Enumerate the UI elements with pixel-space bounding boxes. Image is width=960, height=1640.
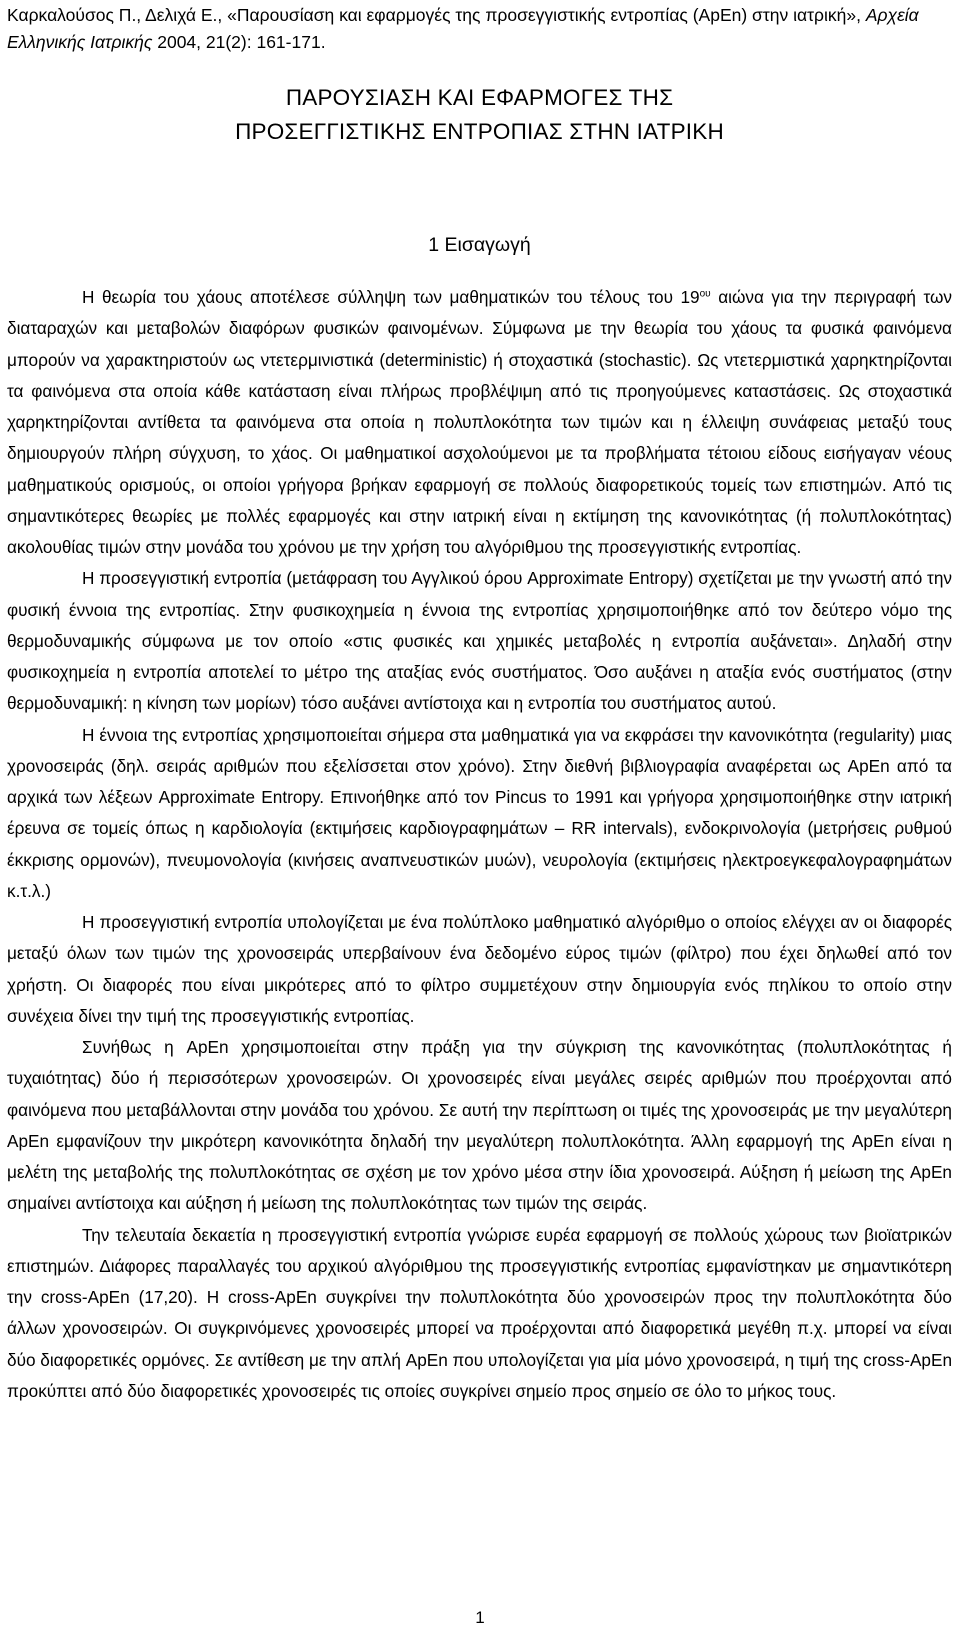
paragraph-1 bbox=[7, 282, 952, 563]
citation bbox=[7, 2, 952, 56]
paragraph-4: Η προσεγγιστική εντροπία υπολογίζεται με ένα πολύπλοκο μαθηματικό αλγόριθμο ο οποίος ελέγχει αν οι διαφορές μεταξύ όλων των τιμών της χρονοσειράς υπερβαίνουν ένα δεδομένο εύρος τιμών (φίλτρο) που έχει δηλωθεί από τον χρήστη. Οι διαφορές που είναι μικρότερες από το φίλτρο συμμετέχουν στην δημιουργία ενός πηλίκου το οποίο στην συνέχεια δίνει την τιμή της προσεγγιστικής εντροπίας. bbox=[7, 912, 952, 1026]
paragraph-1-rest: αιώνα για την περιγραφή των διαταραχών και μεταβολών διαφόρων φυσικών φαινομένων. Σύμφωνα με την θεωρία του χάους τα φυσικά φαινόμενα μπορούν να χαρακτηριστούν ως ντετερμινιστικά (deterministic) ή στοχαστικά (stochastic). Ως ντετερμιστικά χαρηκτηρίζονται τα φαινόμενα στα οποία κάθε κατάσταση είναι πλήρως προβλέψιμη από τις προηγούμενες καταστάσεις. Ως στοχαστικά χαρηκτηρίζονται αντίθετα τα φαινόμενα στα οποία η πολυπλοκότητα των τιμών και η έλλειψη συνάφειας μεταξύ τους δημιουργούν πλήρη σύγχυση, το χάος. Οι μαθηματικοί ασχολούμενοι με τα προβλήματα τέτοιου είδους εισήγαγαν νέους μαθηματικούς ορισμούς, οι οποίοι γρήγορα βρήκαν εφαρμογή σε πολλούς διαφορετικούς τομείς των επιστημών. Από τις σημαντικότερες θεωρίες με πολλές εφαρμογές και στην ιατρική είναι η εκτίμηση της κανονικότητας (ή πολυπλοκότητας) ακολουθίας τιμών στην μονάδα του χρόνου με την χρήση του αλγόριθμου της προσεγγιστικής εντροπίας. bbox=[7, 287, 953, 557]
paragraph-3: Η έννοια της εντροπίας χρησιμοποιείται σήμερα στα μαθηματικά για να εκφράσει την κανονικότητα (regularity) μιας χρονοσειράς (δηλ. σειράς αριθμών που εξελίσσεται στον χρόνο). Στην διεθνή βιβλιογραφία αναφέρεται ως ApEn από τα αρχικά των λέξεων Approximate Entropy. Επινοήθηκε από τον Pincus το 1991 και γρήγορα χρησιμοποιήθηκε στην ιατρική έρευνα σε τομείς όπως η καρδιολογία (εκτιμήσεις καρδιογραφημάτων – RR intervals), ενδοκρινολογία (μετρήσεις ρυθμού έκκρισης ορμονών), πνευμονολογία (κινήσεις αναπνευστικών μυών), νευρολογία (εκτιμήσεις ηλεκτροεγκεφαλογραφημάτων κ.τ.λ.) bbox=[7, 724, 952, 901]
document-title bbox=[7, 81, 952, 149]
paragraph-5: Συνήθως η ApEn χρησιμοποιείται στην πράξη για την σύγκριση της κανονικότητας (πολυπλοκότητας ή τυχαιότητας) δύο ή περισσότερων χρονοσειρών. Οι χρονοσειρές είναι μεγάλες σειρές αριθμών που προέρχονται από φαινόμενα που μεταβάλλονται στην μονάδα του χρόνου. Σε αυτή την περίπτωση οι τιμές της χρονοσειράς με την μεγαλύτερη ApEn εμφανίζουν την μικρότερη κανονικότητα δηλαδή την μεγαλύτερη πολυπλοκότητα. Άλλη εφαρμογή της ApEn είναι η μελέτη της μεταβολής της πολυπλοκότητας σε σχέση με τον χρόνο μέσα στην ίδια χρονοσειρά. Αύξηση ή μείωση της ApEn σημαίνει αντίστοιχα και αύξηση ή μείωση της πολυπλοκότητας των τιμών της σειράς. bbox=[7, 1037, 952, 1214]
superscript-ordinal: ου bbox=[699, 288, 711, 300]
paragraph-1-start: Η θεωρία του χάους αποτέλεσε σύλληψη των μαθηματικών του τέλους του 19 bbox=[82, 287, 700, 307]
title-line-2: ΠΡΟΣΕΓΓΙΣΤΙΚΗΣ ΕΝΤΡΟΠΙΑΣ ΣΤΗΝ ΙΑΤΡΙΚΗ bbox=[235, 119, 724, 144]
paragraph-2: Η προσεγγιστική εντροπία (μετάφραση του Αγγλικού όρου Approximate Entropy) σχετίζεται με την γνωστή από την φυσική έννοια της εντροπίας. Στην φυσικοχημεία η έννοια της εντροπίας χρησιμοποιήθηκε από τον δεύτερο νόμο της θερμοδυναμικής σύμφωνα με τον οποίο «στις φυσικές και χημικές μεταβολές η εντροπία αυξάνεται». Δηλαδή στην φυσικοχημεία η εντροπία αποτελεί το μέτρο της αταξίας ενός συστήματος. Όσο αυξάνει η αταξία ενός συστήματος (στην θερμοδυναμική: η κίνηση των μορίων) τόσο αυξάνει αντίστοιχα και η εντροπία του συστήματος αυτού. bbox=[7, 568, 952, 714]
body-text bbox=[7, 282, 952, 1407]
citation-authors: Καρκαλούσος Π., Δελιχά Ε., «Παρουσίαση και εφαρμογές της προσεγγιστικής εντροπίας (ApEn) στην ιατρική», bbox=[7, 5, 866, 25]
citation-details: 2004, 21(2): 161-171. bbox=[152, 32, 326, 52]
title-line-1: ΠΑΡΟΥΣΙΑΣΗ ΚΑΙ ΕΦΑΡΜΟΓΕΣ ΤΗΣ bbox=[285, 85, 674, 110]
citation-journal: Αρχεία Ελληνικής Ιατρικής bbox=[7, 5, 919, 52]
paragraph-6: Την τελευταία δεκαετία η προσεγγιστική εντροπία γνώρισε ευρέα εφαρμογή σε πολλούς χώρους των βιοϊατρικών επιστημών. Διάφορες παραλλαγές του αρχικού αλγόριθμου της προσεγγιστικής εντροπίας εμφανίστηκαν με σημαντικότερη την cross-ApEn (17,20). Η cross-ApEn συγκρίνει την πολυπλοκότητα δύο χρονοσειρών προς την πολυπλοκότητα δύο άλλων χρονοσειρών. Οι συγκρινόμενες χρονοσειρές μπορεί να προέρχονται από διαφορετικά μεγέθη π.χ. μπορεί να είναι δύο διαφορετικές ορμόνες. Σε αντίθεση με την απλή ApEn που υπολογίζεται για μία μόνο χρονοσειρά, η τιμή της cross-ApEn προκύπτει από δύο διαφορετικές χρονοσειρές τις οποίες συγκρίνει σημείο προς σημείο σε όλο το μήκος τους. bbox=[7, 1224, 952, 1401]
section-heading: 1 Εισαγωγή bbox=[428, 234, 531, 256]
page-number: 1 bbox=[475, 1608, 485, 1627]
